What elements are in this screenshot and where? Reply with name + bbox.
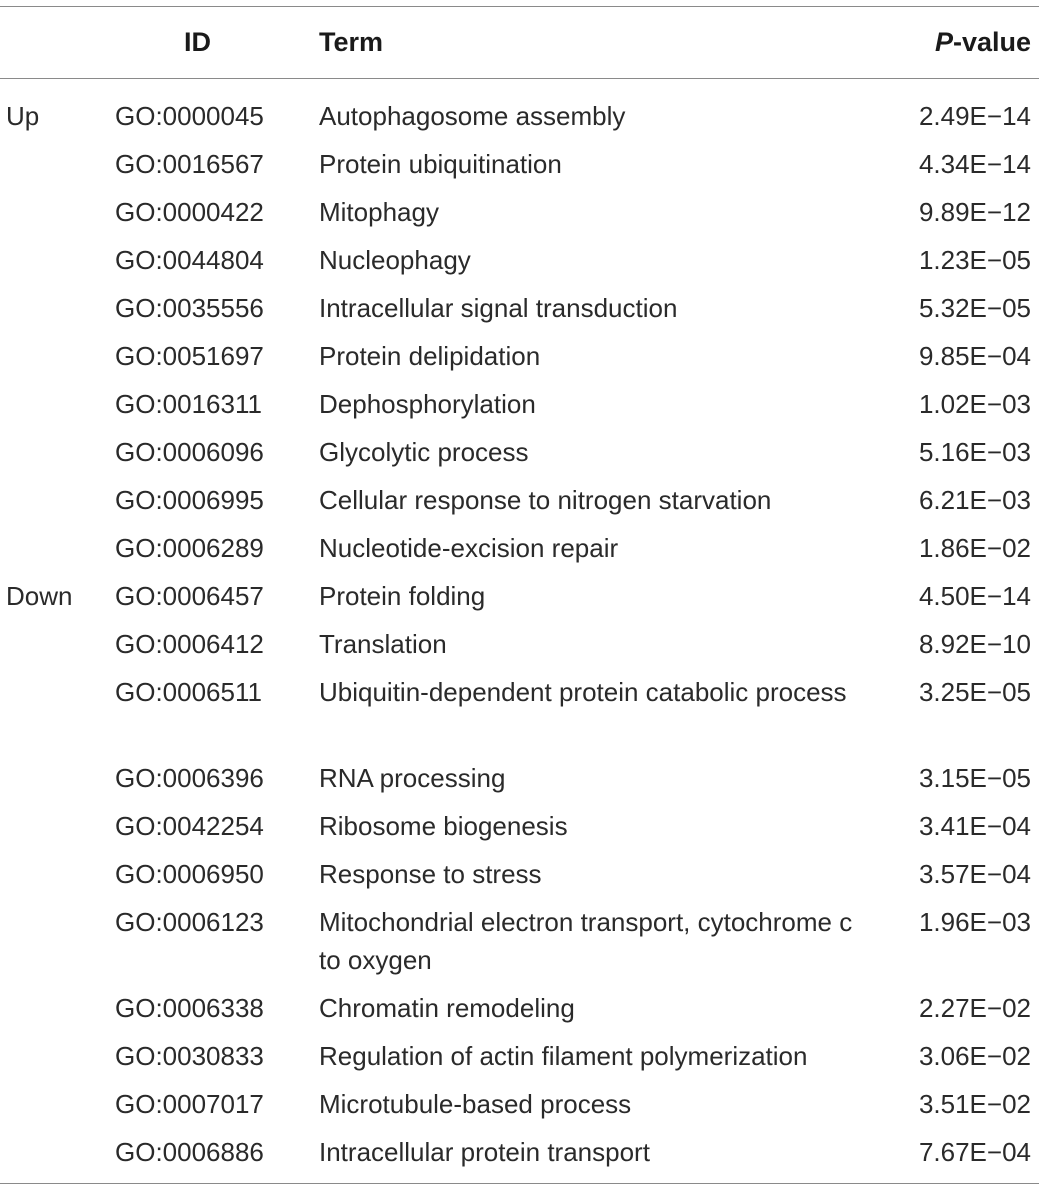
- row-group: Up: [6, 101, 40, 131]
- row-group: Down: [6, 581, 73, 611]
- row-id: GO:0000045: [115, 101, 264, 131]
- row-term: Protein ubiquitination: [319, 149, 562, 179]
- table-row: [0, 845, 1039, 893]
- row-id: GO:0006338: [115, 993, 264, 1023]
- header-id: ID: [184, 27, 211, 57]
- table-row: [0, 375, 1039, 423]
- row-pvalue: 8.92E−10: [918, 629, 1031, 659]
- row-group: [0, 519, 115, 567]
- go-enrichment-table: [0, 6, 1039, 1184]
- row-id: GO:0006886: [115, 1137, 264, 1167]
- row-pvalue: 3.41E−04: [918, 811, 1031, 841]
- table-row: [0, 615, 1039, 663]
- table-row: [0, 79, 1039, 136]
- row-pvalue: 6.21E−03: [918, 485, 1031, 515]
- row-id: GO:0044804: [115, 245, 264, 275]
- row-term: Ribosome biogenesis: [319, 811, 568, 841]
- header-term: Term: [319, 27, 384, 57]
- row-term: Protein folding: [319, 581, 486, 611]
- header-group: [0, 7, 115, 79]
- row-pvalue: 9.89E−12: [918, 197, 1031, 227]
- row-group: [0, 279, 115, 327]
- row-id: GO:0006396: [115, 763, 264, 793]
- row-group: [0, 749, 115, 797]
- table-row: [0, 279, 1039, 327]
- header-pvalue: [879, 7, 1039, 79]
- row-id: GO:0051697: [115, 341, 264, 371]
- row-pvalue: 4.50E−14: [918, 581, 1031, 611]
- row-id: GO:0006457: [115, 581, 264, 611]
- row-pvalue: 5.16E−03: [918, 437, 1031, 467]
- row-pvalue: 3.51E−02: [918, 1089, 1031, 1119]
- row-id: GO:0006995: [115, 485, 264, 515]
- row-group: [0, 893, 115, 979]
- row-id: GO:0006096: [115, 437, 264, 467]
- row-term: Response to stress: [319, 859, 542, 889]
- row-pvalue: 3.06E−02: [918, 1041, 1031, 1071]
- row-term: Nucleophagy: [319, 245, 471, 275]
- row-group: [0, 663, 115, 749]
- row-pvalue: 9.85E−04: [918, 341, 1031, 371]
- row-pvalue: 1.86E−02: [918, 533, 1031, 563]
- row-term: Regulation of actin filament polymerization: [319, 1041, 808, 1071]
- row-term: Chromatin remodeling: [319, 993, 575, 1023]
- row-id: GO:0035556: [115, 293, 264, 323]
- row-pvalue: 7.67E−04: [918, 1137, 1031, 1167]
- row-pvalue: 3.15E−05: [918, 763, 1031, 793]
- table-row: [0, 519, 1039, 567]
- table-row: [0, 1027, 1039, 1075]
- row-term: Protein delipidation: [319, 341, 541, 371]
- row-group: [0, 135, 115, 183]
- row-term: Nucleotide-excision repair: [319, 533, 619, 563]
- row-id: GO:0016311: [115, 389, 262, 419]
- row-group: [0, 375, 115, 423]
- row-id: GO:0007017: [115, 1089, 264, 1119]
- header-pvalue-italic: P: [934, 27, 953, 57]
- row-pvalue: 2.27E−02: [918, 993, 1031, 1023]
- row-group: [0, 423, 115, 471]
- row-group: [0, 845, 115, 893]
- row-group: [0, 797, 115, 845]
- header-row: [0, 7, 1039, 79]
- table-row: [0, 1075, 1039, 1123]
- table-row: [0, 797, 1039, 845]
- row-pvalue: 1.96E−03: [918, 907, 1031, 937]
- table-row: [0, 749, 1039, 797]
- row-pvalue: 3.57E−04: [918, 859, 1031, 889]
- row-term: Glycolytic process: [319, 437, 529, 467]
- row-pvalue: 4.34E−14: [918, 149, 1031, 179]
- table-row: [0, 1123, 1039, 1184]
- row-id: GO:0006950: [115, 859, 264, 889]
- table-header: [0, 7, 1039, 79]
- row-group: [0, 979, 115, 1027]
- row-id: GO:0030833: [115, 1041, 264, 1071]
- row-group: [0, 1027, 115, 1075]
- row-id: GO:0042254: [115, 811, 264, 841]
- row-id: GO:0000422: [115, 197, 264, 227]
- table-row: [0, 471, 1039, 519]
- row-pvalue: 5.32E−05: [918, 293, 1031, 323]
- row-pvalue: 1.23E−05: [918, 245, 1031, 275]
- row-pvalue: 2.49E−14: [918, 101, 1031, 131]
- row-pvalue: 3.25E−05: [918, 677, 1031, 707]
- row-term: Intracellular signal transduction: [319, 293, 678, 323]
- row-term: Autophagosome assembly: [319, 101, 626, 131]
- row-pvalue: 1.02E−03: [918, 389, 1031, 419]
- row-id: GO:0016567: [115, 149, 264, 179]
- table-row: [0, 567, 1039, 615]
- table-row: [0, 663, 1039, 749]
- row-group: [0, 231, 115, 279]
- row-id: GO:0006123: [115, 907, 264, 937]
- row-group: [0, 1123, 115, 1184]
- row-id: GO:0006511: [115, 677, 262, 707]
- row-term: Translation: [319, 629, 447, 659]
- row-term: Ubiquitin-dependent protein catabolic process: [319, 677, 847, 707]
- table-row: [0, 327, 1039, 375]
- row-group: [0, 615, 115, 663]
- row-group: [0, 471, 115, 519]
- row-term: Mitophagy: [319, 197, 439, 227]
- header-pvalue-rest: -value: [952, 27, 1031, 57]
- row-group: [0, 1075, 115, 1123]
- table-row: [0, 979, 1039, 1027]
- table-row: [0, 231, 1039, 279]
- row-term: Mitochondrial electron transport, cytochrome c to oxygen: [319, 907, 853, 975]
- table-row: [0, 423, 1039, 471]
- row-term: Microtubule-based process: [319, 1089, 632, 1119]
- row-term: RNA processing: [319, 763, 506, 793]
- row-group: [0, 183, 115, 231]
- row-term: Dephosphorylation: [319, 389, 536, 419]
- row-term: Intracellular protein transport: [319, 1137, 650, 1167]
- row-group: [0, 327, 115, 375]
- table-row: [0, 893, 1039, 979]
- row-id: GO:0006412: [115, 629, 264, 659]
- row-id: GO:0006289: [115, 533, 264, 563]
- table-row: [0, 135, 1039, 183]
- table-row: [0, 183, 1039, 231]
- row-term: Cellular response to nitrogen starvation: [319, 485, 772, 515]
- table-body: [0, 79, 1039, 1184]
